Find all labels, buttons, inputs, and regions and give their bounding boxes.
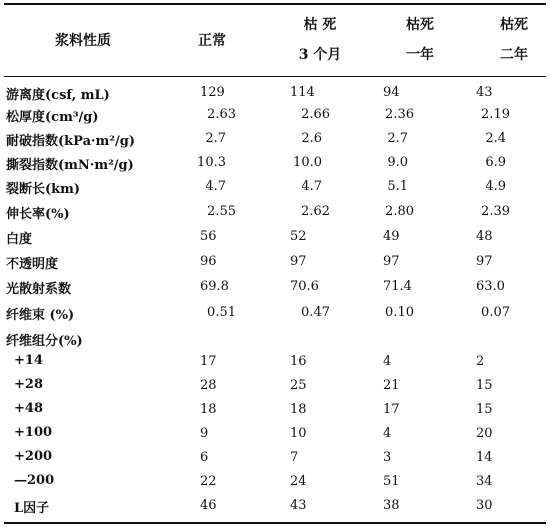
table-cell: 94 (383, 85, 400, 100)
row-label: 撕裂指数(mN·m²/g) (6, 158, 134, 173)
table-cell: 69.8 (200, 279, 229, 294)
table-cell: 71.4 (383, 279, 412, 294)
row-label: 松厚度(cm³/g) (6, 110, 99, 125)
row-label: L因子 (14, 501, 50, 516)
table-cell: 3 (383, 450, 392, 465)
table-cell: 2.39 (481, 204, 510, 219)
table-cell: 6.9 (485, 155, 506, 170)
table-cell: 4.7 (205, 179, 226, 194)
row-label: 游离度(csf, mL) (6, 88, 110, 103)
table-cell: 2.19 (481, 107, 510, 122)
table-cell: 17 (200, 354, 217, 369)
row-label: —200 (14, 473, 55, 488)
table-cell: 63.0 (476, 279, 505, 294)
table-cell: 18 (200, 402, 217, 417)
table-cell: 97 (383, 254, 400, 269)
header-dead-1year-line2: 一年 (406, 47, 434, 63)
table-cell: 5.1 (387, 179, 408, 194)
table-cell: 114 (290, 85, 315, 100)
table-cell: 2.66 (301, 107, 330, 122)
table-cell: 52 (290, 229, 307, 244)
table-cell: 2.7 (205, 131, 226, 146)
table-cell: 9.0 (387, 155, 408, 170)
row-label: +200 (14, 449, 53, 464)
table-cell: 15 (476, 402, 493, 417)
table-cell: 7 (290, 450, 299, 465)
table-cell: 2.36 (385, 107, 414, 122)
table-cell: 16 (290, 354, 307, 369)
row-label: +48 (14, 401, 43, 416)
table-cell: 2.55 (207, 204, 236, 219)
row-label: +28 (14, 377, 43, 392)
table-cell: 22 (200, 474, 217, 489)
table-cell: 0.47 (301, 305, 330, 320)
table-cell: 20 (476, 426, 493, 441)
table-cell: 6 (200, 450, 209, 465)
table-cell: 48 (476, 229, 493, 244)
header-dead-3months-line2: 3 个月 (298, 47, 342, 63)
row-label: 伸长率(%) (6, 207, 70, 222)
table-cell: 2.63 (207, 107, 236, 122)
table-cell: 2.7 (387, 131, 408, 146)
row-label: 光散射系数 (6, 282, 72, 297)
table-cell: 25 (290, 378, 307, 393)
table-cell: 43 (476, 85, 493, 100)
table-cell: 4 (383, 354, 392, 369)
table-bottom-rule (4, 522, 546, 524)
header-property: 浆料性质 (55, 33, 111, 49)
table-cell: 49 (383, 229, 400, 244)
table-cell: 28 (200, 378, 217, 393)
table-cell: 34 (476, 474, 493, 489)
table-cell: 0.07 (481, 305, 510, 320)
table-cell: 24 (290, 474, 307, 489)
table-cell: 10.0 (293, 155, 322, 170)
row-label: 不透明度 (6, 257, 59, 272)
row-label: 纤维组分(%) (6, 334, 83, 349)
table-cell: 70.6 (290, 279, 319, 294)
table-cell: 43 (290, 498, 307, 513)
table-cell: 56 (200, 229, 217, 244)
table-cell: 30 (476, 498, 493, 513)
table-cell: 97 (476, 254, 493, 269)
row-label: 裂断长(km) (6, 182, 81, 197)
header-dead-1year-line1: 枯死 (406, 17, 434, 33)
table-cell: 14 (476, 450, 493, 465)
table-cell: 4.7 (301, 179, 322, 194)
table-cell: 0.10 (385, 305, 414, 320)
table-cell: 4 (383, 426, 392, 441)
table-cell: 15 (476, 378, 493, 393)
row-label: +14 (14, 353, 43, 368)
table-cell: 46 (200, 498, 217, 513)
header-normal: 正常 (198, 33, 226, 49)
row-label: 纤维束 (%) (6, 308, 75, 323)
table-cell: 97 (290, 254, 307, 269)
table-cell: 17 (383, 402, 400, 417)
table-cell: 4.9 (485, 179, 506, 194)
table-cell: 2.80 (385, 204, 414, 219)
table-cell: 0.51 (207, 305, 236, 320)
table-cell: 9 (200, 426, 209, 441)
table-cell: 10.3 (197, 155, 226, 170)
table-cell: 21 (383, 378, 400, 393)
table-cell: 51 (383, 474, 400, 489)
header-dead-3months-line1: 枯 死 (303, 17, 337, 33)
table-cell: 38 (383, 498, 400, 513)
table-cell: 2 (476, 354, 485, 369)
table-cell: 18 (290, 402, 307, 417)
header-dead-2years-line1: 枯死 (500, 17, 528, 33)
row-label: 白度 (6, 232, 33, 247)
row-label: 耐破指数(kPa·m²/g) (6, 134, 135, 149)
table-cell: 2.6 (301, 131, 322, 146)
table-cell: 2.4 (485, 131, 506, 146)
table-cell: 129 (200, 85, 225, 100)
table-cell: 96 (200, 254, 217, 269)
row-label: +100 (14, 425, 53, 440)
table-cell: 10 (290, 426, 307, 441)
header-dead-2years-line2: 二年 (500, 47, 528, 63)
table-cell: 2.62 (301, 204, 330, 219)
